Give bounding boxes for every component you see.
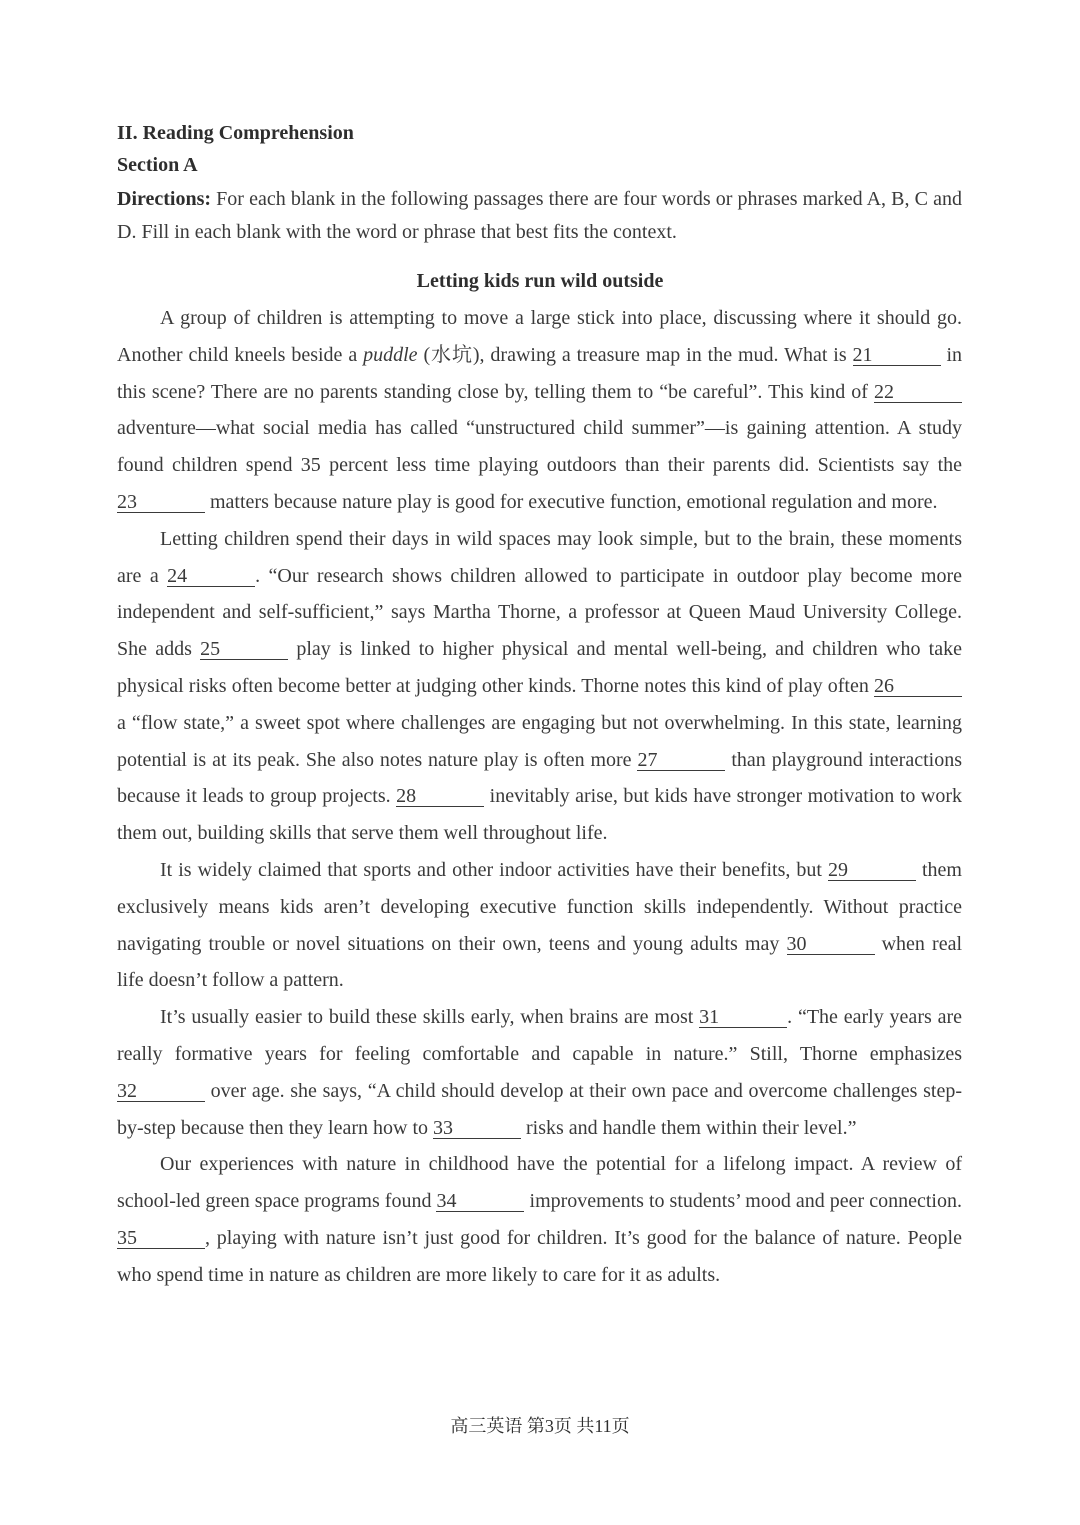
blank-32: 32	[117, 1081, 205, 1102]
passage-text: a “flow state,” a sweet spot where challenges are engaging but not overwhelming. In this state, learning potential is at its peak. She also notes nature play is often more	[117, 711, 962, 771]
passage-text: play is linked to higher physical and mental well-being, and children who take physical risks often become better at judging other kinds. Thorne notes this kind of play often	[117, 638, 962, 697]
passage-text: , playing with nature isn’t just good for children. It’s good for the balance of nature. People who spend time in nature as children are more likely to care for it as adults.	[117, 1226, 962, 1286]
passage-text: in this scene? There are no parents standing close by, telling them to “be careful”. This kind of	[117, 343, 963, 403]
passage-text: It’s usually easier to build these skills early, when brains are most	[160, 1006, 700, 1029]
passage-text: risks and handle them within their level.”	[521, 1116, 857, 1139]
passage-paragraph	[117, 521, 962, 852]
passage-title: Letting kids run wild outside	[416, 270, 664, 292]
passage-paragraph	[117, 999, 962, 1146]
directions	[117, 183, 962, 249]
blank-31: 31	[699, 1007, 787, 1028]
passage-text: (水坑), drawing a treasure map in the mud. What is	[417, 343, 853, 366]
blank-33: 33	[433, 1118, 521, 1139]
passage-text: Letting children spend their days in wild spaces may look simple, but to the brain, these moments are a	[117, 527, 962, 587]
passage-text: them exclusively means kids aren’t developing executive function skills independently. Without practice navigating trouble or novel situations on their own, teens and young adults may	[117, 858, 962, 955]
blank-21: 21	[853, 345, 941, 366]
blank-24: 24	[167, 566, 255, 587]
passage-text: It is widely claimed that sports and other indoor activities have their benefits, but	[160, 858, 828, 881]
blank-23: 23	[117, 492, 205, 513]
blank-34: 34	[436, 1191, 524, 1212]
passage-paragraph	[117, 852, 962, 999]
blank-22: 22	[874, 382, 962, 403]
blank-29: 29	[828, 860, 916, 881]
passage-paragraph	[117, 1146, 962, 1293]
blank-27: 27	[637, 750, 725, 771]
subsection-heading: Section A	[117, 154, 198, 176]
blank-35: 35	[117, 1228, 205, 1249]
blank-25: 25	[200, 639, 288, 660]
directions-label: Directions:	[117, 188, 212, 210]
passage-body	[117, 300, 962, 1294]
passage-text: inevitably arise, but kids have stronger motivation to work them out, building skills that serve them well throughout life.	[117, 785, 962, 845]
passage-text: when real life doesn’t follow a pattern.	[117, 932, 963, 992]
passage-text: adventure—what social media has called “unstructured child summer”—is gaining attention. A study found children spend 35 percent less time playing outdoors than their parents did. Scientists say the	[117, 417, 962, 477]
passage-text: over age. she says, “A child should develop at their own pace and overcome challenges step-by-step because then they learn how to	[117, 1079, 962, 1139]
blank-26: 26	[874, 676, 962, 697]
passage-text: . “Our research shows children allowed to participate in outdoor play become more independent and self-sufficient,” says Martha Thorne, a professor at Queen Maud University College. She adds	[117, 564, 962, 661]
blank-30: 30	[787, 934, 875, 955]
passage-text: A group of children is attempting to move a large stick into place, discussing where it should go. Another child kneels beside a	[117, 307, 962, 366]
passage-text: improvements to students’ mood and peer connection.	[524, 1190, 962, 1213]
passage-text: . “The early years are really formative years for feeling comfortable and capable in nature.” Still, Thorne emphasizes	[117, 1006, 963, 1065]
page-footer: 高三英语 第3页 共11页	[450, 1416, 630, 1436]
italic-word: puddle	[363, 343, 418, 366]
passage-text: matters because nature play is good for executive function, emotional regulation and more.	[205, 490, 938, 513]
passage-paragraph	[117, 300, 962, 521]
blank-28: 28	[396, 786, 484, 807]
passage-text: Our experiences with nature in childhood have the potential for a lifelong impact. A review of school-led green space programs found	[117, 1153, 962, 1213]
passage-text: than playground interactions because it leads to group projects.	[117, 748, 962, 808]
directions-text: For each blank in the following passages there are four words or phrases marked A, B, C and D. Fill in each blank with the word or phrase that best fits the context.	[117, 188, 962, 243]
section-heading: II. Reading Comprehension	[117, 122, 354, 144]
